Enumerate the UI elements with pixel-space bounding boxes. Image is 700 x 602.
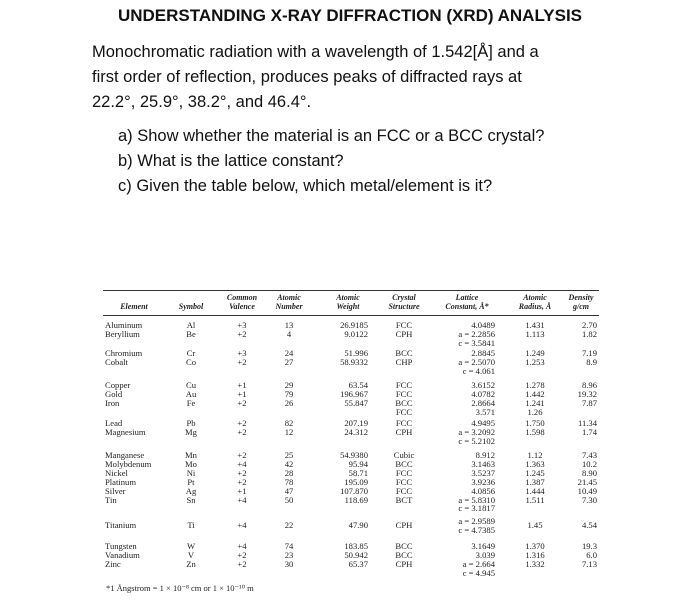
cell-valence: +4 [237,520,247,530]
problem-statement [92,40,652,115]
cell-atomic-weight: 63.54 196.967 55.847 [340,380,368,408]
cell-symbol: Cu Au Fe [185,380,197,408]
cell-valence: +1 +1 +2 [237,380,247,408]
cell-atomic-number: 22 [284,520,294,530]
cell-symbol: W V Zn [186,541,196,569]
intro-line: 22.2°, 25.9°, 38.2°, and 46.4°. [92,93,312,111]
cell-element: Lead Magnesium [105,418,146,437]
cell-lattice-constant: 4.0489 a = 2.2856 c = 3.5841 [458,320,495,348]
cell-valence: +3 +2 [237,320,247,339]
element-properties-table [103,290,599,600]
cell-symbol: Mn Mo Ni Pt Ag Sn [185,450,197,505]
cell-lattice-constant: 3.6152 4.0782 2.8664 3.571 [471,380,495,417]
table-footnote: *1 Ångstrom = 1 × 10⁻⁸ cm or 1 × 10⁻¹⁰ m [106,583,254,593]
cell-atomic-radius: 1.249 1.253 [525,348,545,367]
cell-crystal-structure: FCC CPH [395,320,413,339]
cell-atomic-number: 82 12 [284,418,294,437]
cell-symbol: Pb Mg [185,418,197,437]
cell-density: 4.54 [581,520,597,530]
cell-crystal-structure: BCC BCC CPH [395,541,413,569]
cell-density: 7.19 8.9 [581,348,597,367]
page-title: UNDERSTANDING X-RAY DIFFRACTION (XRD) ANALYSIS [117,6,583,25]
cell-density: 8.96 19.32 7.87 [577,380,597,408]
cell-valence: +3 +2 [237,348,247,367]
cell-crystal-structure: FCC FCC BCC FCC [395,380,413,417]
header-symbol: Symbol [178,302,204,311]
cell-element: Chromium Cobalt [105,348,143,367]
cell-atomic-radius: 1.45 [527,520,543,530]
cell-density: 2.70 1.82 [581,320,597,339]
cell-lattice-constant: 8.912 3.1463 3.5237 3.9236 4.0856 a = 5.8310 c = 3.1817 [458,450,495,514]
cell-crystal-structure: FCC CPH [395,418,413,437]
question-list [118,124,678,199]
table-header-rule [103,315,599,316]
cell-lattice-constant: 2.8845 a = 2.5070 c = 4.061 [458,348,495,376]
header-lattice-constant: Lattice Constant, Å* [445,293,489,311]
cell-density: 19.3 6.0 7.13 [581,541,597,569]
cell-atomic-weight: 47.90 [348,520,368,530]
cell-atomic-weight: 26.9185 9.0122 [340,320,368,339]
question-b: b) What is the lattice constant? [118,152,344,170]
cell-crystal-structure: CPH [395,520,413,530]
header-atomic-weight: Atomic Weight [336,293,360,311]
cell-valence: +2 +2 [237,418,247,437]
header-atomic-radius: Atomic Radius, Å [518,293,552,311]
cell-atomic-radius: 1.370 1.316 1.332 [525,541,545,569]
cell-symbol: Al Be [186,320,196,339]
header-element: Element [120,302,148,311]
cell-element: Aluminum Beryllium [105,320,143,339]
cell-valence: +2 +4 +2 +2 +1 +4 [237,450,247,505]
cell-atomic-number: 74 23 30 [284,541,294,569]
header-atomic-number: Atomic Number [275,293,303,311]
question-a: a) Show whether the material is an FCC or a BCC crystal? [118,127,545,145]
cell-atomic-number: 24 27 [284,348,294,367]
cell-lattice-constant: 4.9495 a = 3.2092 c = 5.2102 [458,418,495,446]
cell-density: 11.34 1.74 [577,418,597,437]
cell-atomic-radius: 1.431 1.113 [525,320,545,339]
cell-element: Tungsten Vanadium Zinc [105,541,140,569]
cell-atomic-weight: 51.996 58.9332 [340,348,368,367]
cell-atomic-number: 13 4 [284,320,294,339]
cell-lattice-constant: a = 2.9589 c = 4.7385 [458,516,495,535]
header-valence: Common Valence [226,293,258,311]
cell-atomic-weight: 183.85 50.942 65.37 [344,541,368,569]
cell-atomic-number: 29 79 26 [284,380,294,408]
question-c: c) Given the table below, which metal/element is it? [118,177,493,195]
cell-crystal-structure: BCC CHP [395,348,413,367]
cell-atomic-radius: 1.12 1.363 1.245 1.387 1.444 1.511 [525,450,545,505]
table-top-rule [103,290,599,291]
cell-symbol: Ti [187,520,195,530]
header-crystal-structure: Crystal Structure [388,293,420,311]
intro-line: first order of reflection, produces peaks of diffracted rays at [92,68,522,86]
cell-crystal-structure: Cubic BCC FCC FCC FCC BCT [393,450,415,505]
cell-symbol: Cr Co [185,348,197,367]
cell-element: Titanium [105,520,137,530]
cell-element: Copper Gold Iron [105,380,131,408]
cell-atomic-radius: 1.750 1.598 [525,418,545,437]
intro-line: Monochromatic radiation with a wavelength of 1.542[Å] and a [92,43,539,61]
cell-element: Manganese Molybdenum Nickel Platinum Silver Tin [105,450,152,505]
cell-valence: +4 +2 +2 [237,541,247,569]
cell-atomic-radius: 1.278 1.442 1.241 1.26 [525,380,545,417]
header-density: Density g/cm [568,293,594,311]
cell-lattice-constant: 3.1649 3.039 a = 2.664 c = 4.945 [462,541,495,578]
cell-atomic-weight: 54.9380 95.94 58.71 195.09 107.870 118.69 [340,450,368,505]
cell-density: 7.43 10.2 8.90 21.45 10.49 7.30 [577,450,597,505]
cell-atomic-number: 25 42 28 78 47 50 [284,450,294,505]
cell-atomic-weight: 207.19 24.312 [344,418,368,437]
